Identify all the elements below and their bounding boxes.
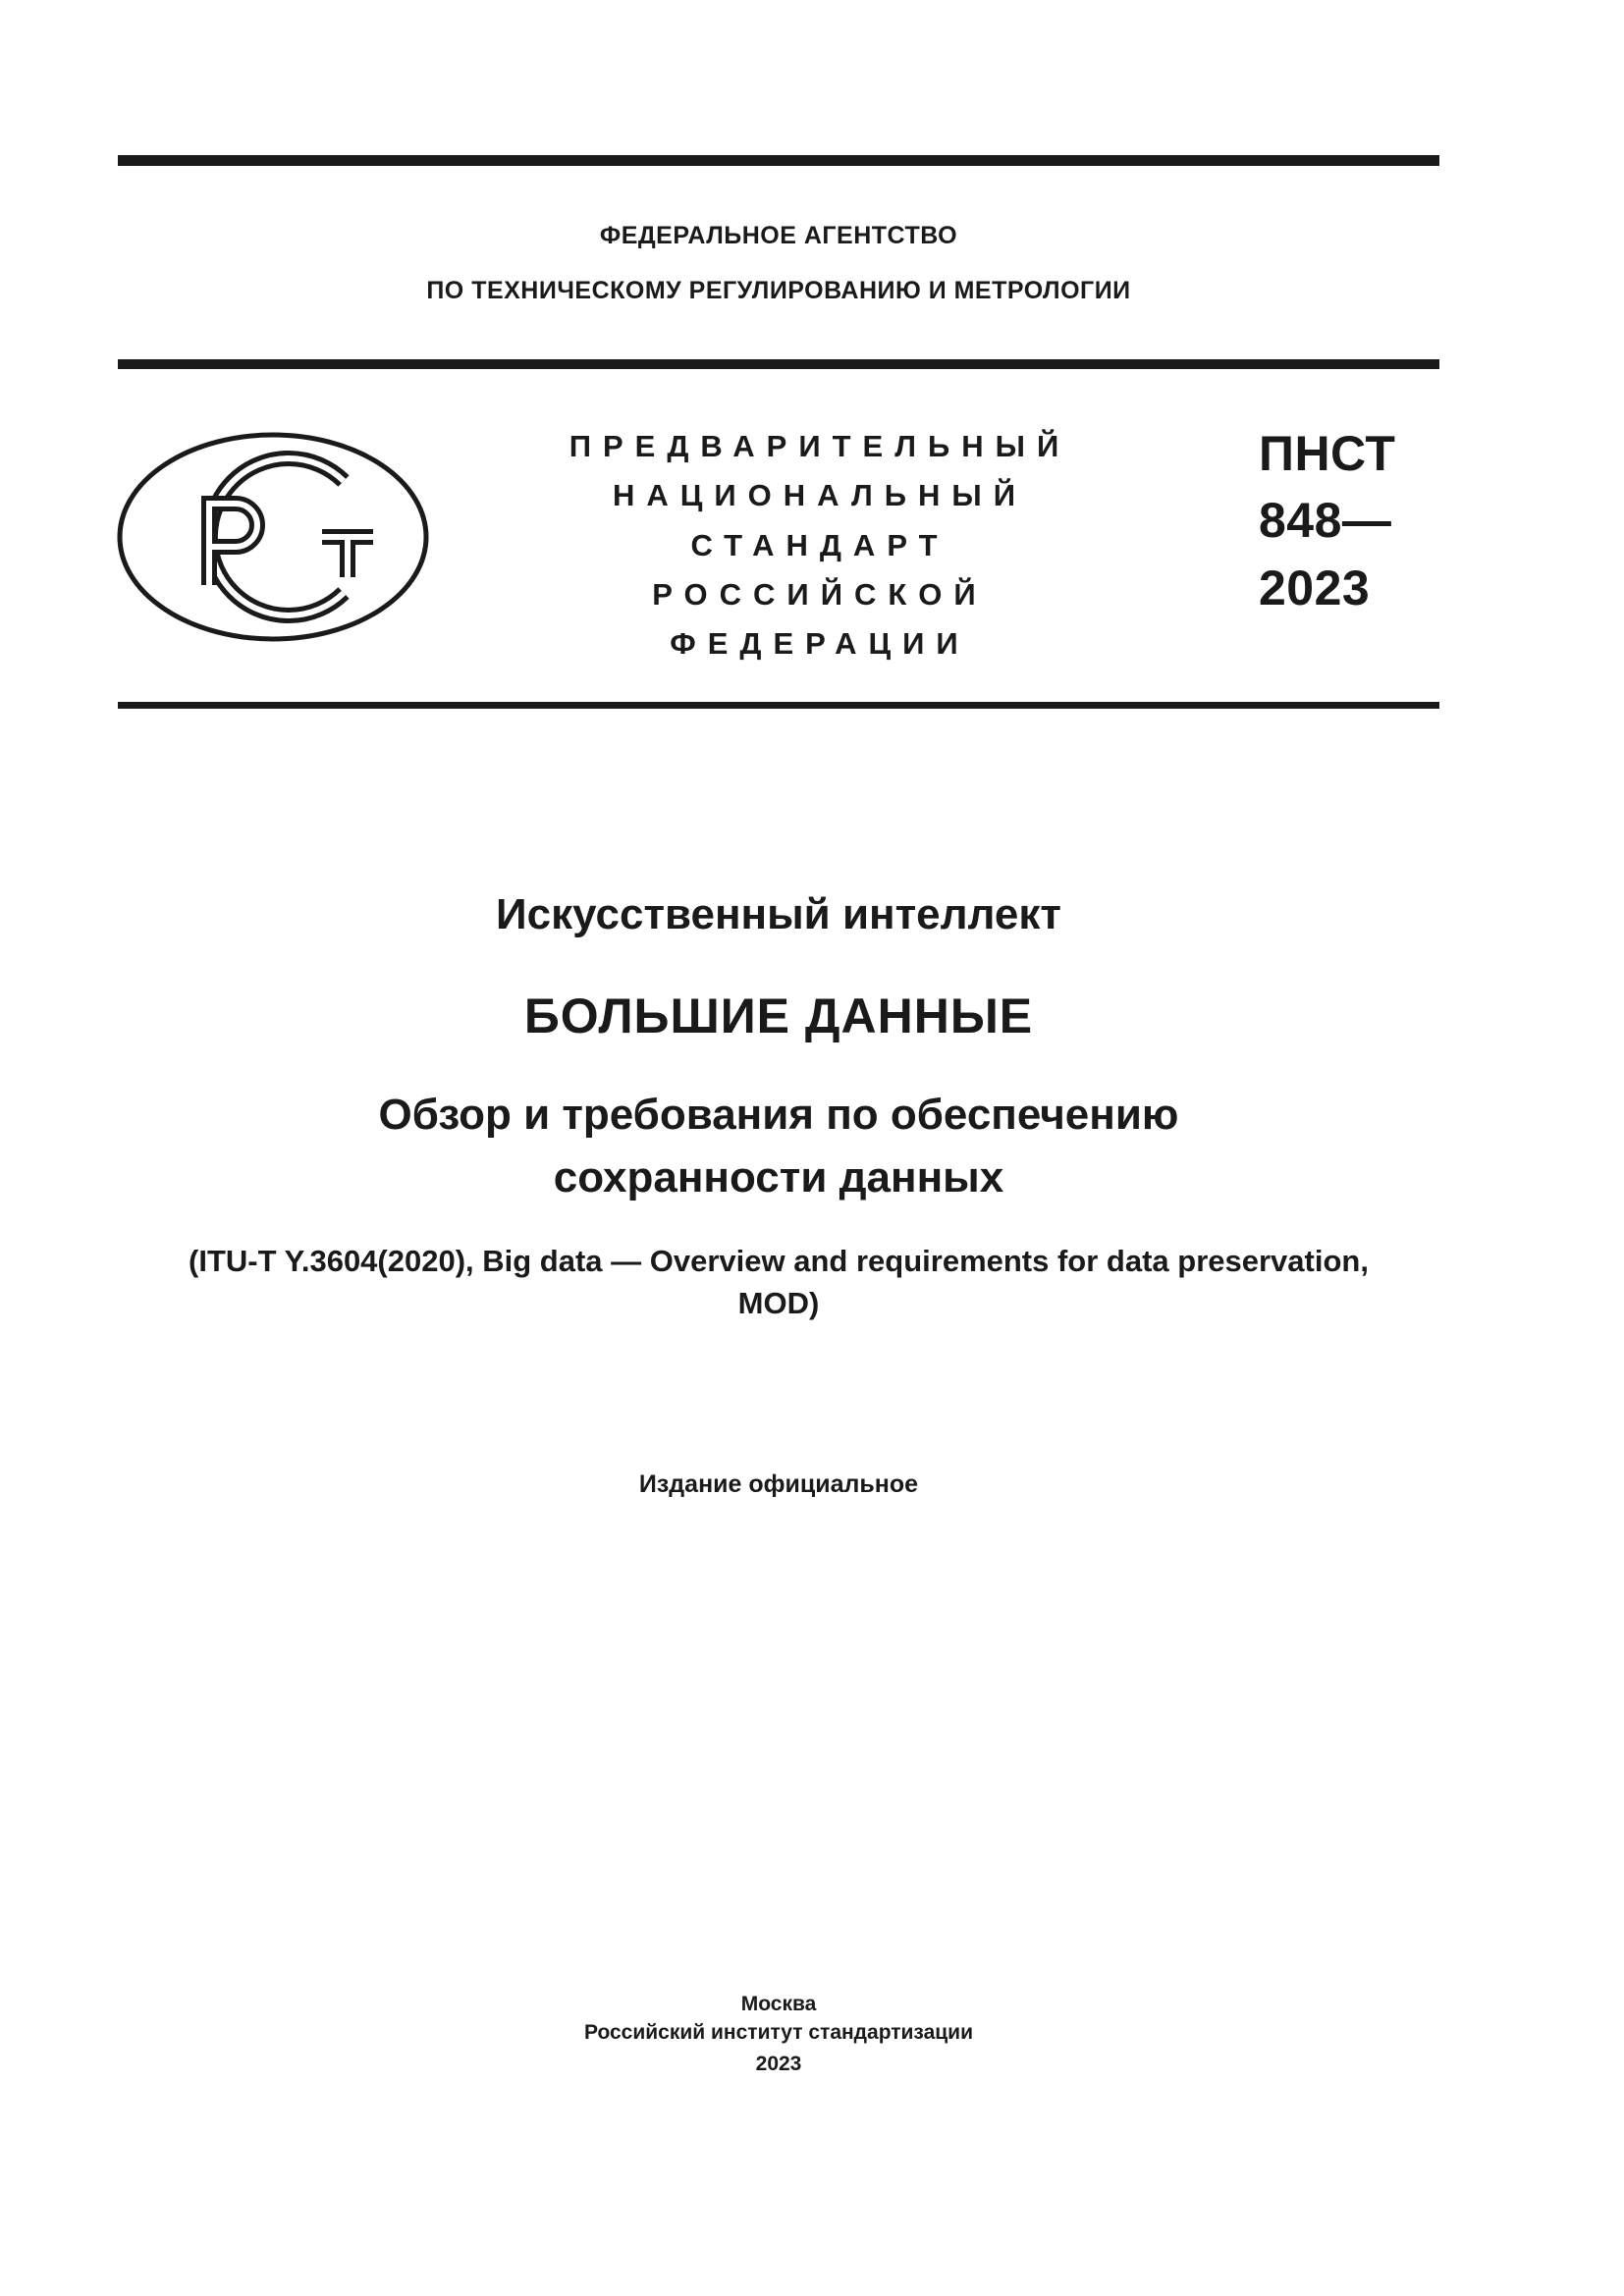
document-description-line-1: Обзор и требования по обеспечению: [378, 1091, 1179, 1139]
original-reference-line-2: MOD): [737, 1286, 820, 1320]
document-description-line-2: сохранности данных: [553, 1153, 1004, 1201]
gost-r-logo: [116, 430, 430, 644]
standard-kind-line-4: РОССИЙСКОЙ: [652, 577, 988, 612]
standard-year: 2023: [1259, 561, 1371, 615]
standard-number: 848—: [1259, 493, 1392, 548]
agency-name-line-1: ФЕДЕРАЛЬНОЕ АГЕНТСТВО: [599, 222, 958, 249]
publication-year: 2023: [755, 2053, 802, 2075]
publisher-organization: Российский институт стандартизации: [583, 2021, 974, 2044]
bottom-rule: [118, 702, 1439, 709]
original-reference-line-1: (ITU-T Y.3604(2020), Big data — Overview and requirements for data preservation,: [189, 1244, 1369, 1278]
document-title: Искусственный интеллект: [496, 890, 1061, 938]
agency-name-line-2: ПО ТЕХНИЧЕСКОМУ РЕГУЛИРОВАНИЮ И МЕТРОЛОГИИ: [426, 277, 1131, 304]
standard-kind-line-5: ФЕДЕРАЦИИ: [670, 626, 970, 661]
edition-label: Издание официальное: [638, 1470, 919, 1498]
standard-kind-line-1: ПРЕДВАРИТЕЛЬНЫЙ: [568, 429, 1071, 463]
publisher-city: Москва: [740, 1993, 817, 2015]
standard-kind-line-2: НАЦИОНАЛЬНЫЙ: [612, 478, 1028, 512]
standard-kind-line-3: СТАНДАРТ: [690, 528, 949, 562]
standard-number-prefix: ПНСТ: [1259, 426, 1396, 481]
middle-rule: [118, 359, 1439, 369]
top-rule: [118, 155, 1439, 166]
document-subtitle: БОЛЬШИЕ ДАННЫЕ: [523, 988, 1034, 1043]
